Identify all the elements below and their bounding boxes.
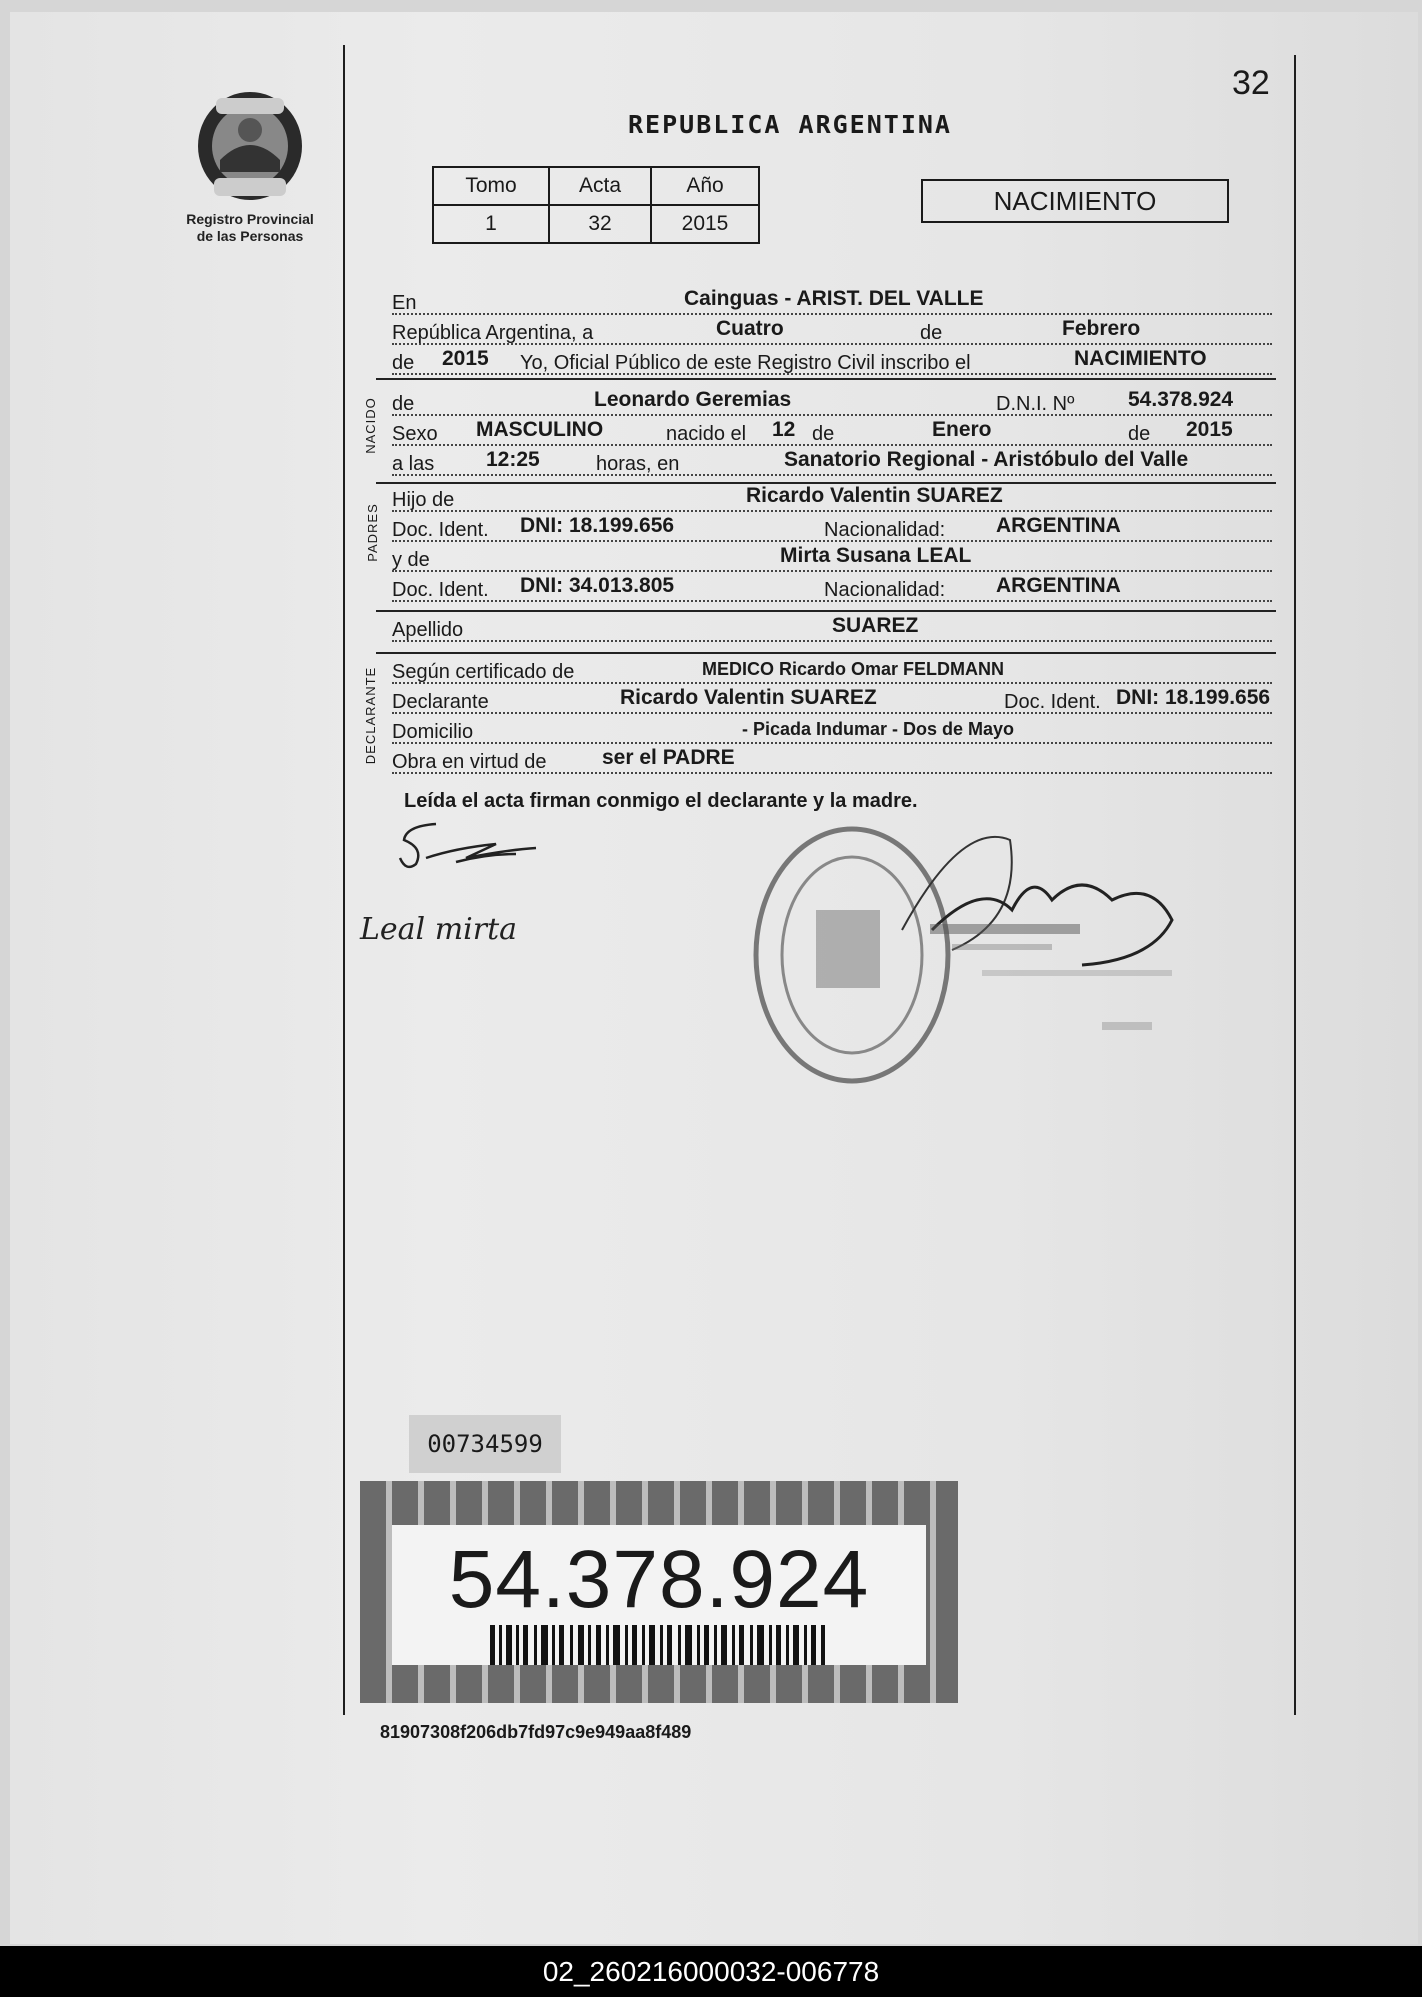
ano-value: 2015	[651, 205, 759, 243]
value-birth-year: 2015	[1186, 418, 1233, 441]
label-nacionalidad-2: Nacionalidad:	[824, 579, 946, 601]
line-sexo	[392, 418, 1272, 448]
label-domicilio: Domicilio	[392, 721, 474, 743]
label-nacionalidad: Nacionalidad:	[824, 519, 946, 541]
dni-sticker-number: 54.378.924	[448, 1534, 870, 1625]
line-father	[392, 484, 1272, 514]
separator	[376, 610, 1276, 612]
act-type-box: NACIMIENTO	[921, 179, 1229, 223]
line-name	[392, 388, 1272, 418]
right-margin-line	[1294, 55, 1296, 1715]
line-domicilio	[392, 716, 1272, 746]
value-domicilio: - Picada Indumar - Dos de Mayo	[742, 719, 1015, 739]
value-obra: ser el PADRE	[602, 746, 735, 769]
value-inscribed: NACIMIENTO	[1074, 347, 1207, 370]
line-place	[392, 287, 1272, 317]
value-day: Cuatro	[716, 317, 784, 340]
label-doc-ident-3: Doc. Ident.	[1004, 691, 1101, 713]
line-obra	[392, 746, 1272, 776]
value-mother-nat: ARGENTINA	[996, 574, 1121, 597]
closing-statement: Leída el acta firman conmigo el declarante y la madre.	[404, 790, 918, 812]
value-child-dni: 54.378.924	[1128, 388, 1234, 411]
value-time: 12:25	[486, 448, 540, 471]
value-birth-place: Sanatorio Regional - Aristóbulo del Valle	[784, 448, 1189, 471]
label-de3: de	[812, 423, 835, 445]
section-declarante: DECLARANTE	[363, 666, 379, 765]
label-sexo: Sexo	[392, 423, 438, 445]
label-de-name: de	[392, 393, 415, 415]
page-number: 32	[1232, 64, 1270, 102]
misiones-logo	[196, 90, 304, 202]
line-apellido	[392, 614, 1272, 644]
label-a-las: a las	[392, 453, 435, 475]
label-obra: Obra en virtud de	[392, 751, 547, 773]
line-officer	[392, 347, 1272, 377]
scan-footer: 02_260216000032-006778	[0, 1946, 1422, 1997]
tomo-header: Tomo	[433, 167, 549, 205]
value-month: Febrero	[1062, 317, 1141, 340]
acta-header: Acta	[549, 167, 651, 205]
label-en: En	[392, 292, 417, 314]
tomo-value: 1	[433, 205, 549, 243]
line-mother	[392, 544, 1272, 574]
label-doc-ident-2: Doc. Ident.	[392, 579, 489, 601]
tomo-acta-table	[432, 166, 760, 244]
stamp-number: 00734599	[409, 1415, 561, 1473]
value-declarante: Ricardo Valentin SUAREZ	[620, 686, 877, 709]
barcode	[490, 1625, 830, 1665]
value-cert: MEDICO Ricardo Omar FELDMANN	[702, 659, 1005, 679]
official-seal-stamp	[752, 800, 1232, 1090]
label-dni: D.N.I. Nº	[996, 393, 1075, 415]
label-de2: de	[392, 352, 415, 374]
value-child-name: Leonardo Geremias	[594, 388, 792, 411]
label-doc-ident: Doc. Ident.	[392, 519, 489, 541]
value-sexo: MASCULINO	[476, 418, 604, 441]
label-horas: horas, en	[596, 453, 680, 475]
left-margin-line	[343, 45, 345, 1715]
line-cert	[392, 656, 1272, 686]
value-place: Cainguas - ARIST. DEL VALLE	[684, 287, 984, 310]
registry-name: Registro Provincial de las Personas	[186, 211, 314, 244]
separator	[376, 652, 1276, 654]
line-father-doc	[392, 514, 1272, 544]
value-mother-doc: DNI: 34.013.805	[520, 574, 675, 597]
value-decl-doc: DNI: 18.199.656	[1116, 686, 1271, 709]
value-year: 2015	[442, 347, 489, 370]
ano-header: Año	[651, 167, 759, 205]
label-y-de: y de	[392, 549, 430, 571]
dni-sticker	[360, 1481, 958, 1703]
label-apellido: Apellido	[392, 619, 464, 641]
value-birth-day: 12	[772, 418, 796, 441]
value-apellido: SUAREZ	[832, 614, 919, 637]
acta-value: 32	[549, 205, 651, 243]
line-date	[392, 317, 1272, 347]
line-declarante	[392, 686, 1272, 716]
document-hash: 81907308f206db7fd97c9e949aa8f489	[380, 1722, 692, 1742]
value-father-nat: ARGENTINA	[996, 514, 1121, 537]
label-declarante: Declarante	[392, 691, 489, 713]
section-nacido: NACIDO	[362, 397, 378, 454]
value-father: Ricardo Valentin SUAREZ	[746, 484, 1003, 507]
mother-signature: Leal mirta	[360, 912, 518, 947]
label-de: de	[920, 322, 943, 344]
label-de4: de	[1128, 423, 1151, 445]
label-hijo-de: Hijo de	[392, 489, 455, 511]
value-birth-month: Enero	[932, 418, 992, 441]
value-father-doc: DNI: 18.199.656	[520, 514, 675, 537]
line-mother-doc	[392, 574, 1272, 604]
section-padres: PADRES	[364, 503, 380, 562]
label-certificado: Según certificado de	[392, 661, 575, 683]
label-republica: República Argentina, a	[392, 322, 594, 344]
separator	[376, 378, 1276, 380]
label-nacido-el: nacido el	[666, 423, 747, 445]
line-time	[392, 448, 1272, 478]
document-title: REPUBLICA ARGENTINA	[628, 110, 952, 139]
value-mother: Mirta Susana LEAL	[780, 544, 972, 567]
officer-text: Yo, Oficial Público de este Registro Civil inscribo el	[520, 352, 971, 374]
declarant-signature	[396, 818, 546, 878]
